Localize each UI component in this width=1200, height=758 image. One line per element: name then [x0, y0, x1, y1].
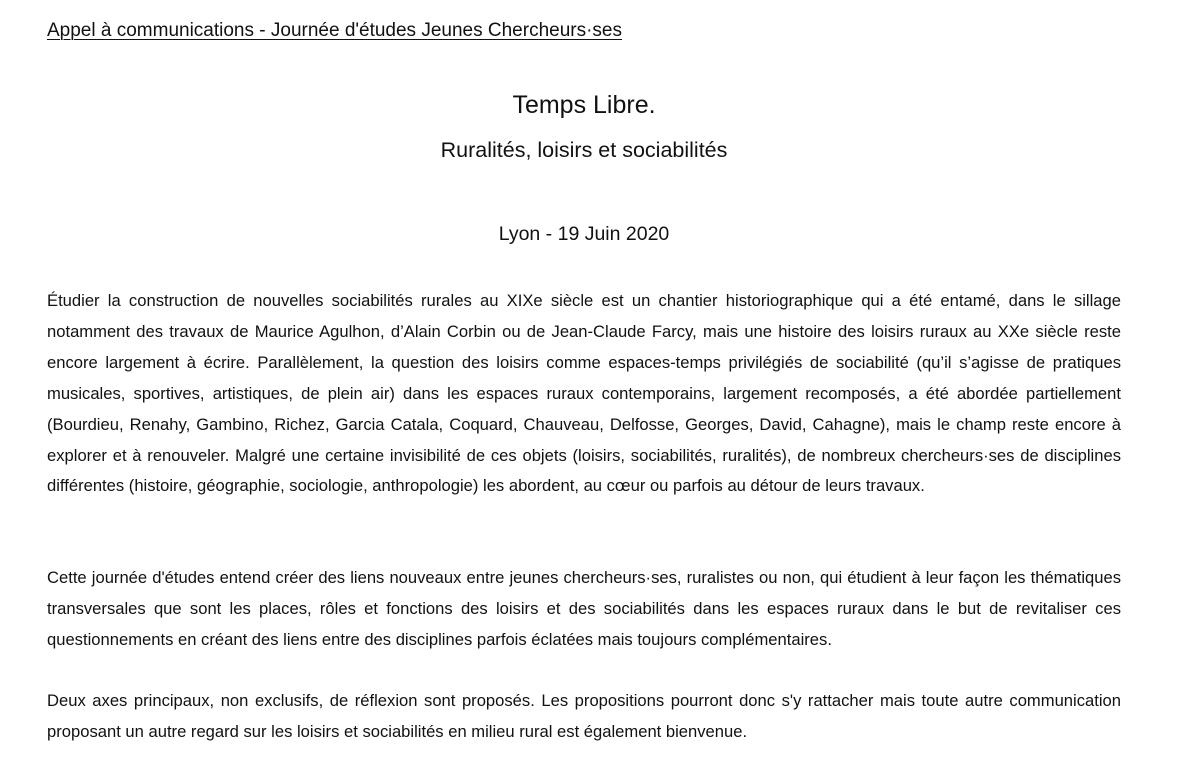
- paragraph-axes: Deux axes principaux, non exclusifs, de réflexion sont proposés. Les propositions pourront donc s'y rattacher mais toute autre communication proposant un autre regard sur les loisirs et sociabilités en milieu rural est également bienvenue.: [47, 691, 1121, 741]
- page-title: Temps Libre.: [512, 91, 656, 119]
- event-location-date: Lyon - 19 Juin 2020: [498, 223, 670, 245]
- paragraph-objectives: Cette journée d'études entend créer des liens nouveaux entre jeunes chercheurs·ses, ruralistes ou non, qui étudient à leur façon les thématiques transversales que sont les places, rôles et fonctions des loisirs et des sociabilités dans les espaces ruraux dans le but de revitaliser ces questionnements en créant des liens entre des disciplines parfois éclatées mais toujours complémentaires.: [47, 568, 1121, 649]
- paragraph-intro: Étudier la construction de nouvelles sociabilités rurales au XIXe siècle est un chantier historiographique qui a été entamé, dans le sillage notamment des travaux de Maurice Agulhon, d’Alain Corbin ou de Jean-Claude Farcy, mais une histoire des loisirs ruraux au XXe siècle reste encore largement à écrire. Parallèlement, la question des loisirs comme espaces-temps privilégiés de sociabilité (qu’il s’agisse de pratiques musicales, sportives, artistiques, de plein air) dans les espaces ruraux contemporains, largement recomposés, a été abordée partiellement (Bourdieu, Renahy, Gambino, Richez, Garcia Catala, Coquard, Chauveau, Delfosse, Georges, David, Cahagne), mais le champ reste encore à explorer et à renouveler. Malgré une certaine invisibilité de ces objets (loisirs, sociabilités, ruralités), de nombreux chercheurs·ses de disciplines différentes (histoire, géographie, sociologie, anthropologie) les abordent, au cœur ou parfois au détour de leurs travaux.: [47, 291, 1121, 496]
- call-for-papers-link[interactable]: Appel à communications - Journée d'études Jeunes Chercheurs·ses: [47, 20, 622, 41]
- page-subtitle: Ruralités, loisirs et sociabilités: [440, 138, 728, 162]
